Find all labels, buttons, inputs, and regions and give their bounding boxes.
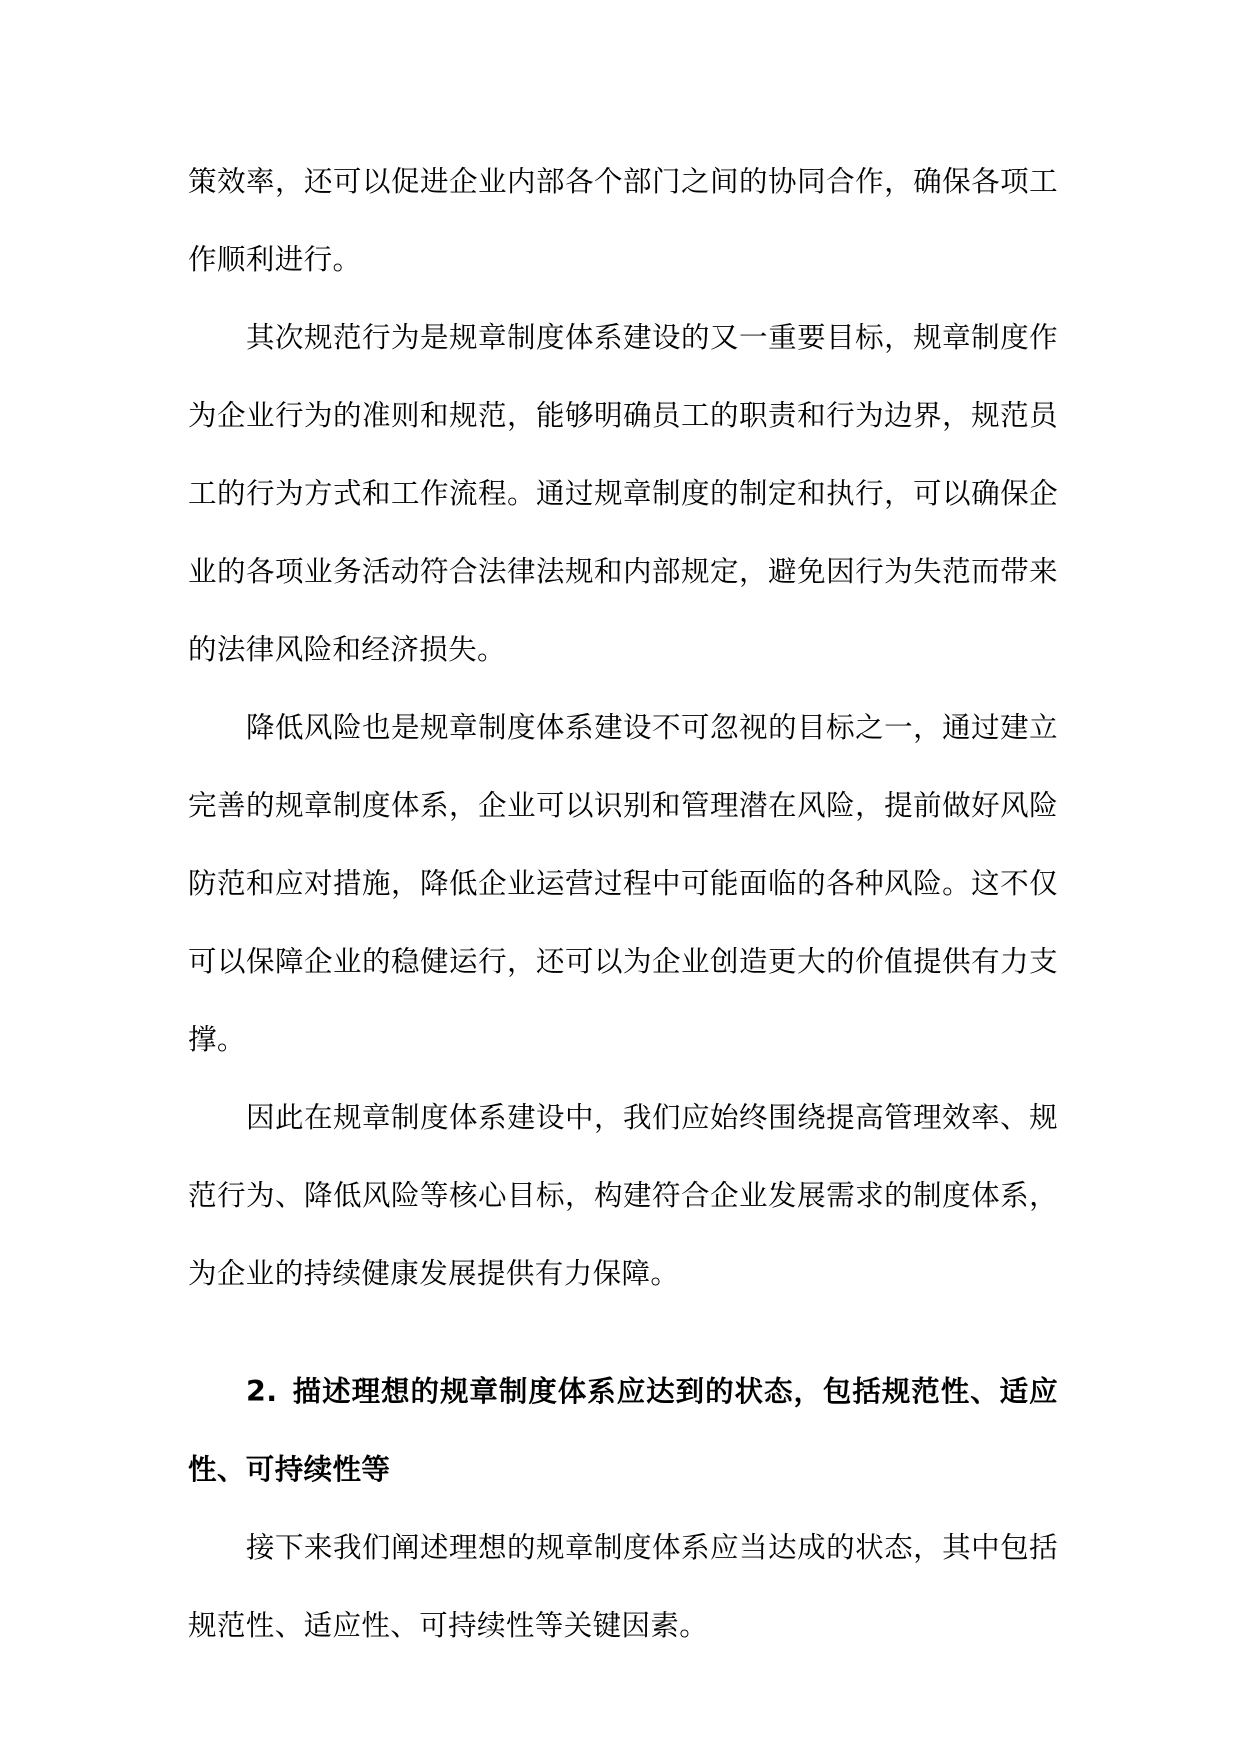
paragraph-reduce-risk: 降低风险也是规章制度体系建设不可忽视的目标之一，通过建立完善的规章制度体系，企业可以识别和管理潜在风险，提前做好风险防范和应对措施，降低企业运营过程中可能面临的各种风险。这不仅可以保障企业的稳健运行，还可以为企业创造更大的价值提供有力支撑。 <box>188 711 1058 1056</box>
paragraph-standardize-behavior: 其次规范行为是规章制度体系建设的又一重要目标，规章制度作为企业行为的准则和规范，能够明确员工的职责和行为边界，规范员工的行为方式和工作流程。通过规章制度的制定和执行，可以确保企业的各项业务活动符合法律法规和内部规定，避免因行为失范而带来的法律风险和经济损失。 <box>188 321 1058 666</box>
document-body <box>188 143 1058 1665</box>
section-number: 2. <box>246 1375 278 1408</box>
paragraph-ideal-state-intro: 接下来我们阐述理想的规章制度体系应当达成的状态，其中包括规范性、适应性、可持续性等关键因素。 <box>188 1531 1058 1642</box>
section-heading <box>188 1353 1058 1509</box>
section-spacer <box>277 1375 292 1408</box>
section-title: 描述理想的规章制度体系应达到的状态，包括规范性、适应性、可持续性等 <box>188 1375 1058 1486</box>
paragraph-conclusion: 因此在规章制度体系建设中，我们应始终围绕提高管理效率、规范行为、降低风险等核心目标，构建符合企业发展需求的制度体系，为企业的持续健康发展提供有力保障。 <box>188 1101 1058 1290</box>
paragraph-continuation: 策效率，还可以促进企业内部各个部门之间的协同合作，确保各项工作顺利进行。 <box>188 165 1058 276</box>
